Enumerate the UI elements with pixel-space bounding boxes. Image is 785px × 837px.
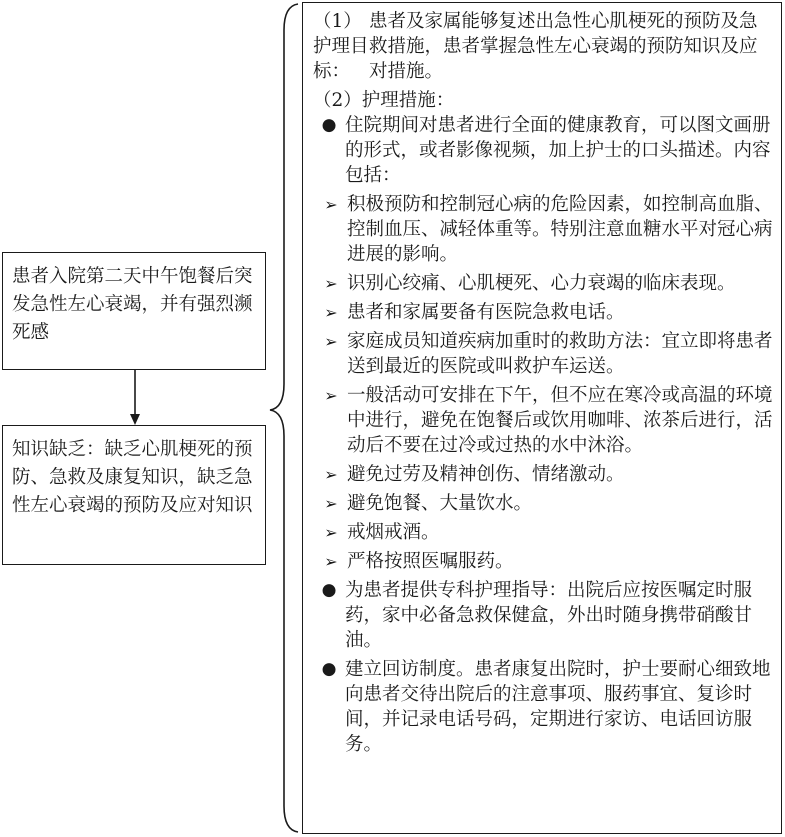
bullet-text-3: 建立回访制度。患者康复出院时，护士要耐心细致地向患者交待出院后的注意事项、服药事宜、复诊时间，并记录电话号码，定期进行家访、电话回访服务。 (345, 659, 771, 755)
arrow-bullet-icon: ➢ (324, 332, 338, 351)
arrow-bullet-icon: ➢ (324, 552, 338, 571)
bullet-icon: ● (321, 659, 337, 679)
sub-item-text: 识别心绞痛、心肌梗死、心力衰竭的临床表现。 (347, 273, 736, 294)
bullet-text-1: 住院期间对患者进行全面的健康教育，可以图文画册的形式，或者影像视频，加上护士的口头描述。内容包括： (345, 115, 771, 186)
sub-item-text: 戒烟戒酒。 (347, 522, 440, 543)
problem-box (2, 425, 266, 565)
bullet-item-3 (313, 657, 775, 757)
bullet-item-2 (313, 578, 775, 653)
event-text: 患者入院第二天中午饱餐后突发急性左心衰竭，并有强烈濒死感 (12, 266, 253, 343)
bullet-icon: ● (321, 115, 337, 135)
sub-item (313, 329, 775, 379)
sub-item (313, 271, 775, 296)
bullet-item-1 (313, 113, 775, 188)
arrow-bullet-icon: ➢ (324, 465, 338, 484)
event-box (2, 252, 266, 370)
goal-item (313, 9, 775, 84)
sub-item-text: 避免过劳及精神创伤、情绪激动。 (347, 464, 625, 485)
bullet-text-2: 为患者提供专科护理指导：出院后应按医嘱定时服药，家中必备急救保健盒，外出时随身携带硝酸甘油。 (345, 580, 753, 651)
bullet-icon: ● (321, 580, 337, 600)
sub-item-text: 一般活动可安排在下午，但不应在寒冷或高温的环境中进行，避免在饱餐后或饮用咖啡、浓茶后进行，活动后不要在过冷或过热的水中沐浴。 (347, 385, 773, 456)
sub-item (313, 462, 775, 487)
sub-item-text: 严格按照医嘱服药。 (347, 551, 514, 572)
sub-item-text: 积极预防和控制冠心病的危险因素，如控制高血脂、控制血压、减轻体重等。特别注意血糖水平对冠心病进展的影响。 (347, 194, 773, 265)
arrow-bullet-icon: ➢ (324, 274, 338, 293)
sub-item-text: 家庭成员知道疾病加重时的救助方法：宜立即将患者送到最近的医院或叫救护车运送。 (347, 331, 773, 377)
problem-text: 知识缺乏：缺乏心肌梗死的预防、急救及康复知识，缺乏急性左心衰竭的预防及应对知识 (12, 439, 253, 516)
sub-item-text: 避免饱餐、大量饮水。 (347, 493, 533, 514)
measures-label: （2）护理措施： (313, 90, 455, 111)
sub-item (313, 491, 775, 516)
arrow-bullet-icon: ➢ (324, 386, 338, 405)
sub-item (313, 520, 775, 545)
arrow-bullet-icon: ➢ (324, 195, 338, 214)
sub-item (313, 549, 775, 574)
arrow-bullet-icon: ➢ (324, 303, 338, 322)
sub-item (313, 383, 775, 458)
nursing-plan-box (302, 2, 782, 834)
goal-label: （1）护理目标： (313, 11, 369, 82)
sub-item (313, 192, 775, 267)
goal-text: 患者及家属能够复述出急性心肌梗死的预防及急救措施，患者掌握急性左心衰竭的预防知识及应对措施。 (369, 11, 758, 82)
arrow-bullet-icon: ➢ (324, 523, 338, 542)
arrow-bullet-icon: ➢ (324, 494, 338, 513)
sub-item (313, 300, 775, 325)
sub-item-text: 患者和家属要备有医院急救电话。 (347, 302, 625, 323)
